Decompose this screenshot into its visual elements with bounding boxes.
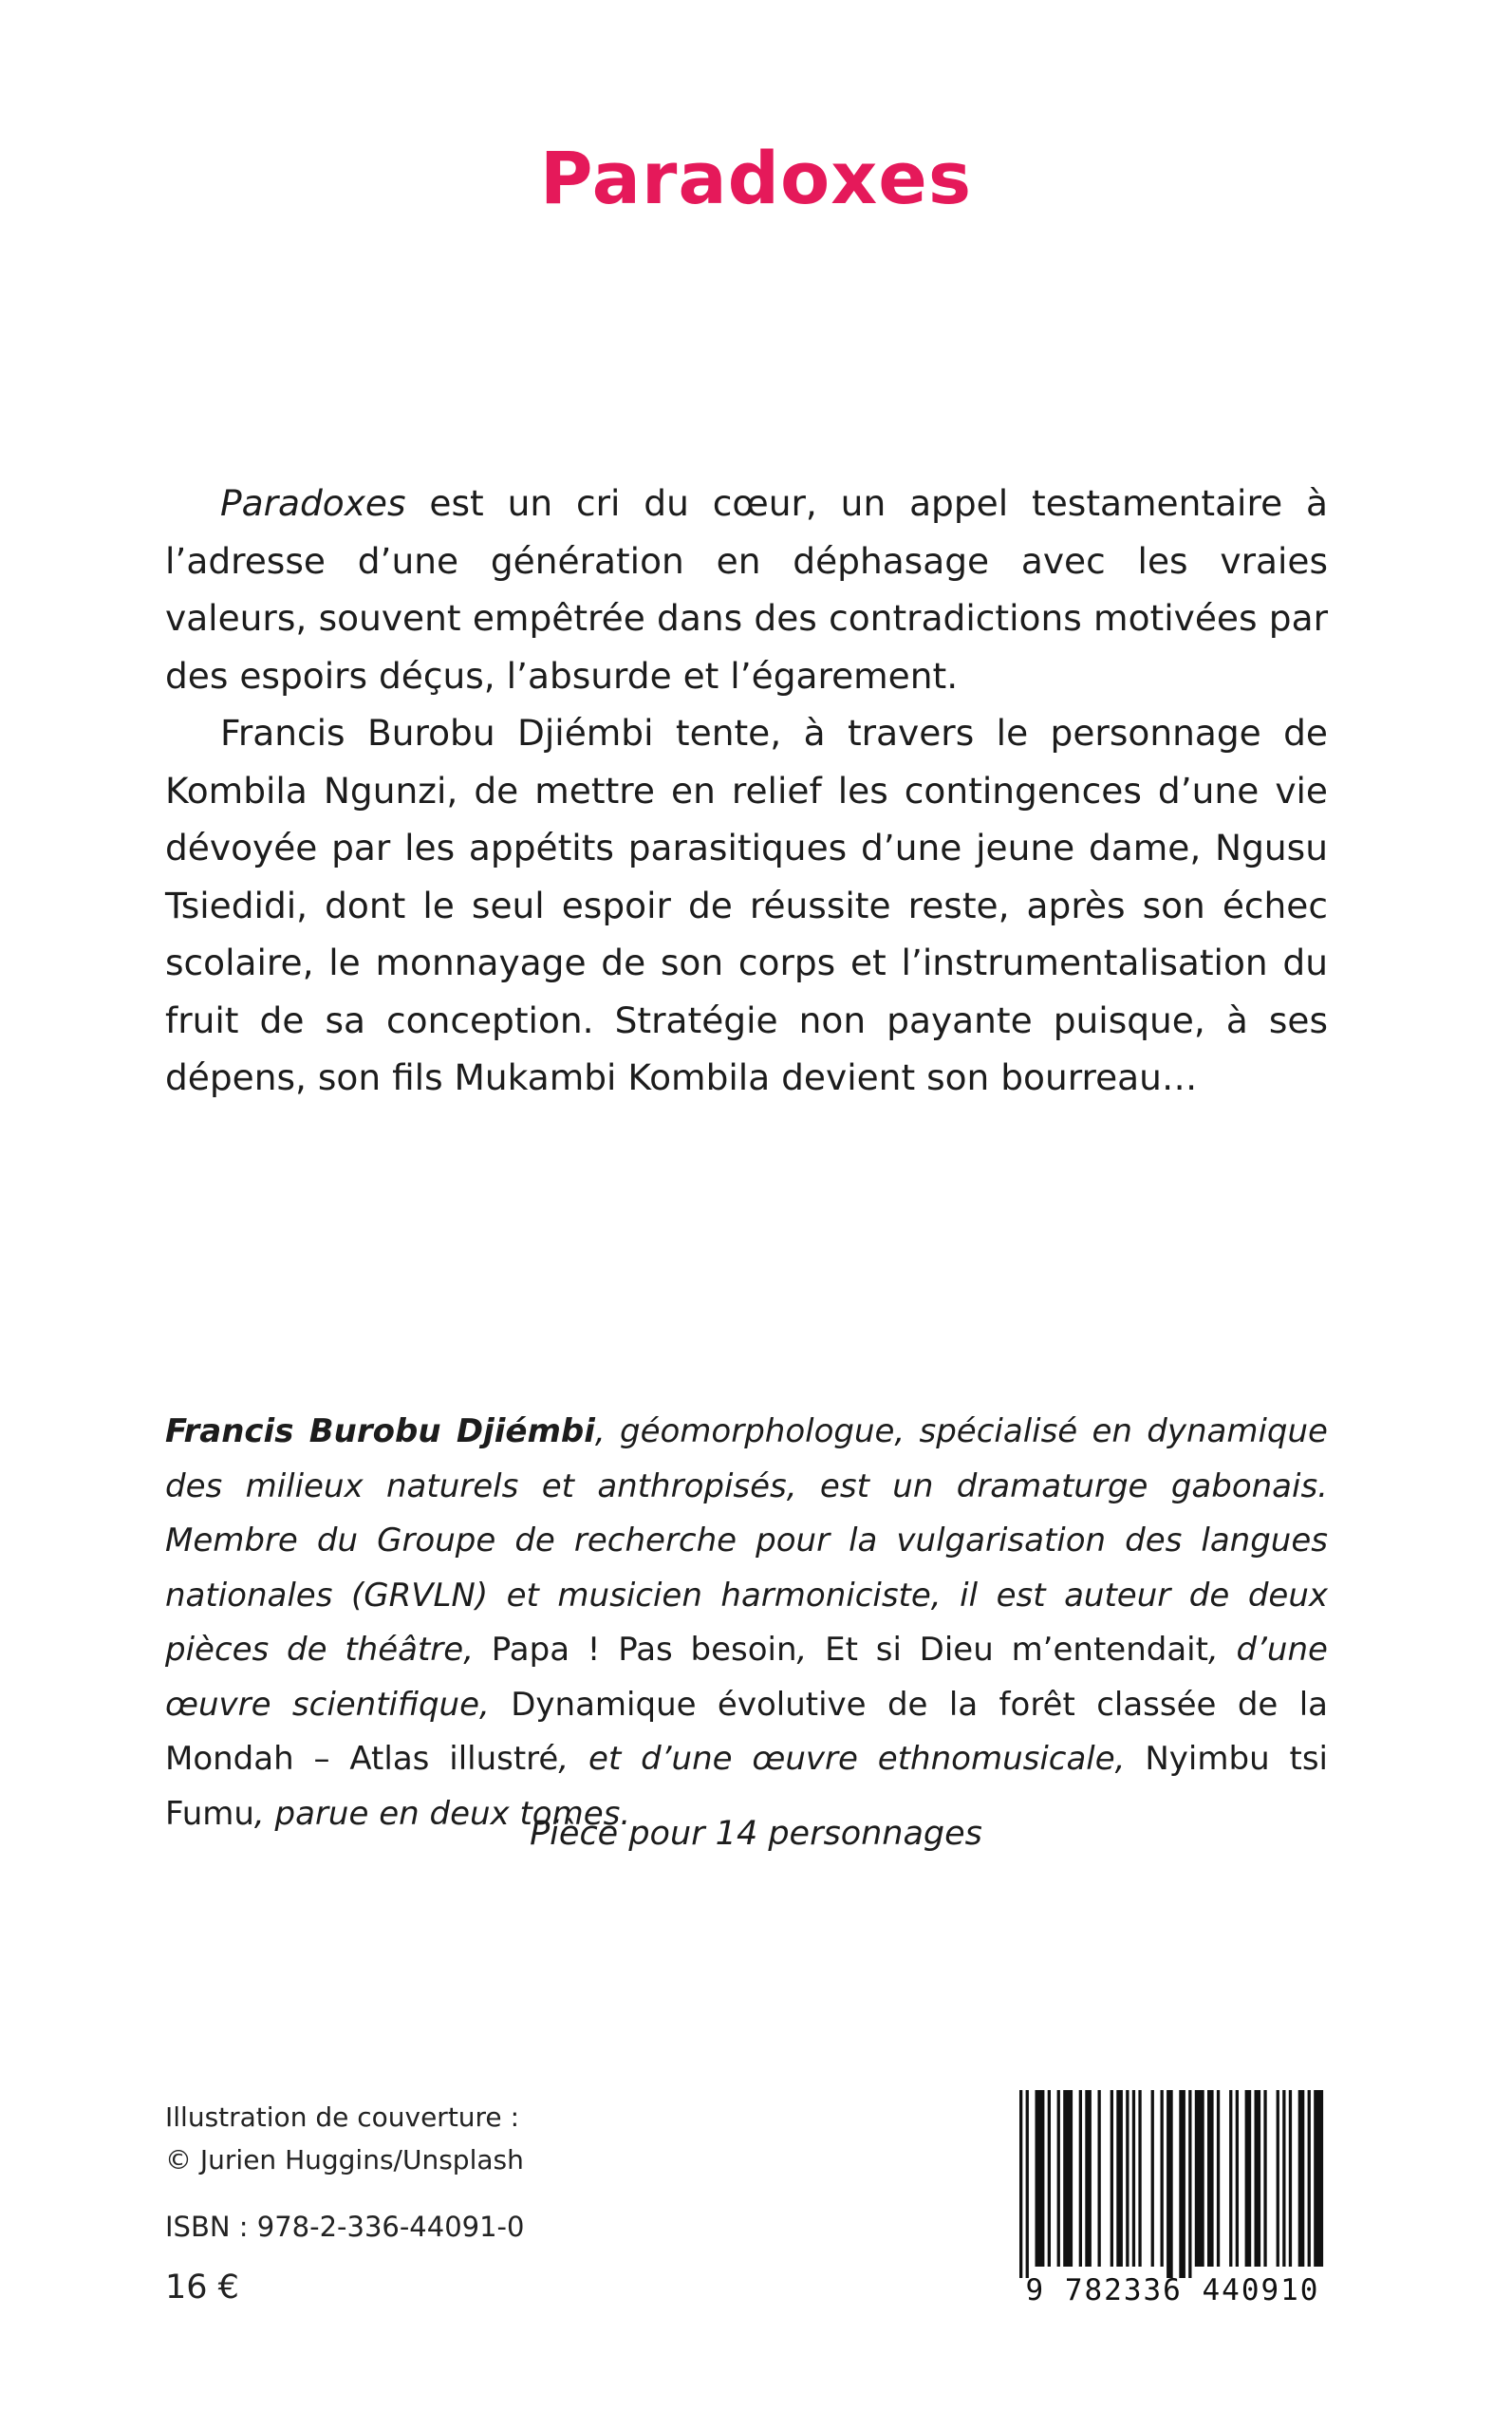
barcode-bar [1277,2090,1279,2267]
barcode-digits: 9 782336 440910 [1025,2273,1320,2307]
bio-text-5: , parue en deux tomes. [253,1794,631,1833]
barcode-bar [1019,2090,1022,2278]
barcode-bar [1188,2090,1191,2278]
synopsis-paragraph-2: Francis Burobu Djiémbi tente, à travers le personnage de Kombila Ngunzi, de mettre en relief les contingences d’une vie dévoyée par les appétits parasitiques d’une jeune dame, Ngusu Tsiedidi, dont le seul espoir de réussite reste, après son échec scolaire, le monnayage de son corps et l’instrumentalisation du fruit de sa conception. Stratégie non payante puisque, à ses dépens, son fils Mukambi Kombila devient son bourreau… [165,712,1328,1098]
bio-text-4: , et d’une œuvre ethnomusicale, [558,1740,1146,1778]
barcode-bar [1314,2090,1323,2267]
author-name: Francis Burobu Djiémbi [165,1412,595,1450]
barcode-bar [1282,2090,1285,2267]
barcode-bar [1132,2090,1135,2267]
barcode-bar [1063,2090,1073,2267]
bio-text-3: , d’une œuvre scientifique, [165,1631,1328,1724]
barcode-bar [1263,2090,1266,2267]
credit-line-2: © Jurien Huggins/Unsplash [165,2144,524,2176]
cover-credit [165,2096,524,2181]
barcode-bar [1167,2090,1173,2278]
synopsis-title-italic: Paradoxes [220,482,406,524]
barcode-bar [1116,2090,1123,2267]
work-title-3: Dynamique évolutive de la forêt classée de la Mondah – Atlas illustré [165,1685,1329,1778]
barcode-bar [1217,2090,1220,2267]
barcode-bar [1048,2090,1051,2267]
barcode-bar [1079,2090,1082,2267]
barcode-bar [1111,2090,1113,2267]
barcode-bar [1036,2090,1045,2267]
barcode-bar [1289,2090,1292,2267]
synopsis [165,475,1328,1107]
bio-text-1: , géomorphologue, spécialisé en dynamique des milieux naturels et anthropisés, est un dramaturge gabonais. Membre du Groupe de recherche pour la vulgarisation des langues nationales (GRVLN) et musicien harmoniciste, il est auteur de deux pièces de théâtre, [165,1412,1328,1669]
barcode-bar [1229,2090,1232,2267]
barcode-bar [1085,2090,1092,2267]
synopsis-paragraph-1 [165,475,1328,704]
bio-text-2: , [796,1631,826,1669]
price: 16 € [165,2269,239,2306]
barcode-bar [1179,2090,1185,2278]
author-bio [165,1405,1328,1841]
work-title-2: Et si Dieu m’entendait [825,1631,1208,1669]
barcode-bar [1126,2090,1129,2267]
barcode-bar [1195,2090,1204,2267]
cast-note: Pièce pour 14 personnages [530,1815,982,1853]
book-title: Paradoxes [539,136,973,220]
work-title-4: Nyimbu tsi Fumu [165,1740,1328,1833]
barcode-bar [1255,2090,1261,2267]
barcode-bar [1298,2090,1305,2267]
barcode-bar [1138,2090,1141,2267]
barcode-bar [1207,2090,1214,2267]
isbn: ISBN : 978-2-336-44091-0 [165,2211,525,2243]
barcode-bar [1026,2090,1029,2278]
barcode-bar [1057,2090,1060,2267]
barcode-bar [1161,2090,1164,2267]
credit-line-1: Illustration de couverture : [165,2101,519,2133]
work-title-1: Papa ! Pas besoin [491,1631,797,1669]
barcode-bar [1308,2090,1311,2267]
barcode-bar [1098,2090,1101,2267]
synopsis-p1-text: est un cri du cœur, un appel testamentaire à l’adresse d’une génération en déphasage avec les vraies valeurs, souvent empêtrée dans des contradictions motivées par des espoirs déçus, l’absurde et l’égarement. [165,482,1328,697]
barcode-bar [1236,2090,1239,2267]
barcode-bar [1245,2090,1252,2267]
barcode-bar [1151,2090,1154,2267]
